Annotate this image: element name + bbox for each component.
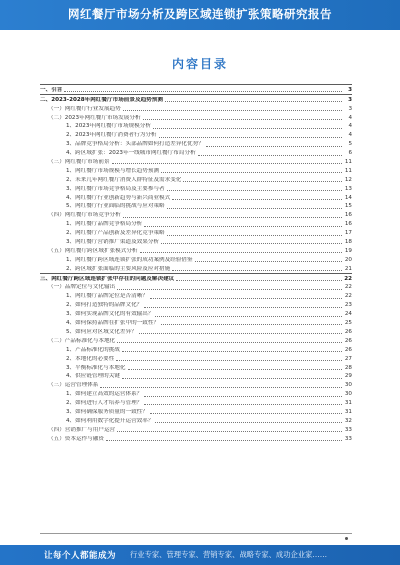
toc-dot-leader <box>128 369 343 370</box>
toc-dot-leader <box>161 172 342 173</box>
toc-dot-leader <box>100 387 342 388</box>
toc-dot-leader <box>183 181 342 182</box>
toc-entry-title: 1、网红餐厅品牌竞争格局分析 <box>66 221 143 228</box>
toc-entry[interactable] <box>40 237 352 246</box>
page-marker-dot <box>345 537 348 540</box>
toc-entry-title: （三）网红餐厅市场前景 <box>48 159 110 166</box>
toc-entry-title: 三、网红餐厅跨区域连锁扩张中存在的问题及解决建议 <box>40 275 175 282</box>
toc-entry-page: 3 <box>348 105 352 112</box>
toc-entry-page: 5 <box>348 141 352 148</box>
toc-entry-page: 4 <box>348 114 352 121</box>
toc-entry-page: 14 <box>344 194 352 201</box>
toc-entry[interactable] <box>40 148 352 157</box>
toc-dot-leader <box>116 360 342 361</box>
toc-entry-page: 30 <box>344 391 352 398</box>
toc-entry-page: 11 <box>344 159 352 166</box>
toc-entry-page: 18 <box>344 239 352 246</box>
toc-entry-title: 1、2023年网红餐厅市场规模分析 <box>66 123 151 130</box>
toc-entry-title: （三）运营管理体系 <box>48 382 99 389</box>
toc-entry-title: 5、网红餐厅行业面临的挑战与应对策略 <box>66 203 165 210</box>
toc-dot-leader <box>112 163 342 164</box>
toc-dot-leader <box>117 289 342 290</box>
toc-entry[interactable] <box>40 193 352 202</box>
toc-dot-leader <box>153 128 342 129</box>
toc-dot-leader <box>122 378 342 379</box>
toc-dot-leader <box>122 351 342 352</box>
toc-dot-leader <box>159 137 342 138</box>
toc-entry-page: 17 <box>344 230 352 237</box>
toc-entry-title: 2、2023年网红餐厅消费者行为分析 <box>66 132 157 139</box>
toc-dot-leader <box>161 324 342 325</box>
report-header-bar <box>0 0 400 30</box>
toc-entry-page: 4 <box>348 123 352 130</box>
toc-entry[interactable] <box>40 202 352 211</box>
toc-dot-leader <box>165 101 342 102</box>
report-title: 网红餐厅市场分析及跨区域连锁扩张策略研究报告 <box>68 7 332 21</box>
toc-entry-title: 5、如何应对区域文化差异？ <box>66 328 137 335</box>
toc-entry-page: 23 <box>344 302 352 309</box>
toc-dot-leader <box>198 155 342 156</box>
toc-dot-leader <box>144 396 342 397</box>
toc-dot-leader <box>150 413 342 414</box>
toc-entry-page: 31 <box>344 408 352 415</box>
toc-entry[interactable] <box>40 389 352 398</box>
toc-entry-page: 6 <box>348 150 352 157</box>
toc-entry-page: 22 <box>344 284 352 291</box>
toc-entry-title: 1、产品标准化的挑战 <box>66 346 120 353</box>
toc-entry-page: 11 <box>344 167 352 174</box>
toc-dot-leader <box>167 208 342 209</box>
toc-entry-page: 24 <box>344 311 352 318</box>
toc-entry[interactable] <box>40 184 352 193</box>
toc-dot-leader <box>150 298 342 299</box>
toc-entry-page: 29 <box>344 373 352 380</box>
toc-entry-title: 4、如何利用数字化提升运营效率？ <box>66 417 154 424</box>
toc-entry-title: 1、网红餐厅品牌定位是否清晰？ <box>66 293 148 300</box>
toc-entry-page: 27 <box>344 355 352 362</box>
toc-entry-page: 26 <box>344 337 352 344</box>
toc-dot-leader <box>144 226 342 227</box>
footer-divider <box>40 533 352 534</box>
toc-entry-page: 12 <box>344 176 352 183</box>
toc-dot-leader <box>139 333 342 334</box>
toc-entry[interactable] <box>40 130 352 139</box>
toc-entry[interactable] <box>40 372 352 381</box>
toc-dot-leader <box>167 190 342 191</box>
toc-entry[interactable] <box>40 246 352 255</box>
toc-entry[interactable] <box>40 104 352 113</box>
toc-entry[interactable] <box>40 354 352 363</box>
toc-entry-title: 2、跨区域扩张面临的主要风险及应对措施 <box>66 265 171 272</box>
toc-entry-title: （五）资本运作与融资 <box>48 435 104 442</box>
toc-dot-leader <box>117 342 342 343</box>
footer-tagline: 行业专家、管理专家、营销专家、战略专家、成功企业家…… <box>130 550 328 559</box>
toc-entry-title: （一）网红餐厅行业发展趋势 <box>48 105 121 112</box>
toc-dot-leader <box>161 243 342 244</box>
toc-entry-page: 15 <box>344 203 352 210</box>
toc-entry[interactable] <box>40 273 352 283</box>
toc-entry-title: 1、如何建立高效的运营体系？ <box>66 391 143 398</box>
toc-entry-title: 4、跨区域扩张：2023年一线城市网红餐厅布局分析 <box>66 150 196 157</box>
toc-entry-title: 3、如何确保服务质量的一致性？ <box>66 408 148 415</box>
toc-dot-leader <box>140 252 342 253</box>
toc-entry[interactable] <box>40 425 352 434</box>
toc-entry-title: 3、平衡标准化与本地化 <box>66 364 126 371</box>
toc-dot-leader <box>144 307 342 308</box>
toc-dot-leader <box>172 270 342 271</box>
toc-entry[interactable] <box>40 228 352 237</box>
toc-entry[interactable] <box>40 363 352 372</box>
toc-entry[interactable] <box>40 398 352 407</box>
toc-entry-title: 2、本地化的必要性 <box>66 355 115 362</box>
toc-entry-page: 26 <box>344 328 352 335</box>
toc-entry-title: 1、网红餐厅跨区域连锁扩张的成功案例及经验借鉴 <box>66 256 193 263</box>
toc-entry-title: 3、网红餐厅市场竞争格局及主要参与者 <box>66 185 165 192</box>
toc-entry-title: （四）网红餐厅市场竞争分析 <box>48 212 121 219</box>
toc-entry-page: 33 <box>344 435 352 442</box>
toc-entry-title: 2、未来几年网红餐厅消费人群特征及需求变化 <box>66 176 182 183</box>
toc-dot-leader <box>64 91 342 92</box>
toc-dot-leader <box>144 404 342 405</box>
toc-entry[interactable] <box>40 94 352 104</box>
toc-entry[interactable] <box>40 219 352 228</box>
toc-entry-title: 1、网红餐厅市场规模与增长趋势预测 <box>66 167 160 174</box>
toc-entry-page: 22 <box>344 293 352 300</box>
toc-entry-page: 13 <box>344 185 352 192</box>
toc-entry[interactable] <box>40 166 352 175</box>
toc-entry-page: 25 <box>344 320 352 327</box>
toc-entry-title: 3、如何实现品牌文化的有效输出？ <box>66 311 154 318</box>
toc-dot-leader <box>155 316 342 317</box>
toc-entry-page: 20 <box>344 256 352 263</box>
toc-entry[interactable] <box>40 336 352 345</box>
toc-dot-leader <box>195 261 342 262</box>
toc-entry[interactable] <box>40 283 352 292</box>
toc-entry-title: 4、网红餐厅行业创新趋势与新兴商业模式 <box>66 194 171 201</box>
toc-dot-leader <box>155 422 342 423</box>
toc-dot-leader <box>143 119 342 120</box>
toc-entry[interactable] <box>40 84 352 94</box>
toc-dot-leader <box>167 235 342 236</box>
toc-entry-title: （四）营销推广与用户运营 <box>48 426 116 433</box>
toc-entry-page: 21 <box>344 265 352 272</box>
toc-dot-leader <box>206 146 342 147</box>
toc-entry[interactable] <box>40 122 352 131</box>
toc-entry-title: 2、网红餐厅产品创新及差异化竞争策略 <box>66 230 165 237</box>
toc-entry-page: 31 <box>344 400 352 407</box>
toc-entry-title: 2、如何进行人才培养与管理？ <box>66 400 143 407</box>
toc-entry-page: 16 <box>344 221 352 228</box>
toc-entry[interactable] <box>40 291 352 300</box>
toc-entry-title: （一）品牌定位与文化输出 <box>48 284 116 291</box>
toc-entry[interactable] <box>40 139 352 148</box>
toc-entry[interactable] <box>40 300 352 309</box>
toc-dot-leader <box>123 217 342 218</box>
toc-entry-page: 3 <box>348 96 352 103</box>
toc-entry[interactable] <box>40 113 352 122</box>
toc-entry-title: 4、如何保持品牌在扩张中的一致性？ <box>66 320 160 327</box>
toc-entry[interactable] <box>40 157 352 166</box>
toc-entry-page: 32 <box>344 417 352 424</box>
toc-entry-title: 4、供应链管理的关键 <box>66 373 120 380</box>
toc-entry-title: 二、2023-2028年网红餐厅市场前景及趋势预测 <box>40 96 163 103</box>
toc-dot-leader <box>106 440 342 441</box>
toc-entry-page: 26 <box>344 346 352 353</box>
toc-heading: 内容目录 <box>171 57 228 71</box>
footer-slogan: 让每个人都能成为 <box>44 551 117 561</box>
toc-entry-page: 30 <box>344 382 352 389</box>
toc-entry-page: 16 <box>344 212 352 219</box>
toc-entry[interactable] <box>40 407 352 416</box>
toc-entry[interactable] <box>40 380 352 389</box>
toc-entry-title: 3、网红餐厅营销推广渠道及效果分析 <box>66 239 160 246</box>
toc-entry-page: 33 <box>344 426 352 433</box>
toc-entry[interactable] <box>40 255 352 264</box>
toc-entry[interactable] <box>40 345 352 354</box>
toc-entry-page: 3 <box>348 86 352 93</box>
toc-entry[interactable] <box>40 264 352 273</box>
toc-entry[interactable] <box>40 416 352 425</box>
toc-entry-title: 一、引言 <box>40 86 63 93</box>
toc-entry-title: （二）2023年网红餐厅市场发展分析 <box>48 114 141 121</box>
footer-bar <box>0 545 400 565</box>
toc-dot-leader <box>172 199 342 200</box>
toc-entry-title: 3、品牌竞争格局分析：头部品牌如何打造差异化优势？ <box>66 141 204 148</box>
toc-entry[interactable] <box>40 210 352 219</box>
toc-dot-leader <box>176 280 342 281</box>
toc-entry[interactable] <box>40 318 352 327</box>
toc-dot-leader <box>123 110 342 111</box>
toc-entry[interactable] <box>40 309 352 318</box>
toc-entry-title: （二）产品标准化与本地化 <box>48 337 116 344</box>
toc-entry-title: （五）网红餐厅跨区域扩张模式分析 <box>48 247 138 254</box>
toc-entry-page: 28 <box>344 364 352 371</box>
toc-entry[interactable] <box>40 327 352 336</box>
toc-entry-title: 2、如何打造独特的品牌文化？ <box>66 302 143 309</box>
toc-entry-page: 4 <box>348 132 352 139</box>
toc-entry-page: 19 <box>344 247 352 254</box>
toc-entry[interactable] <box>40 175 352 184</box>
table-of-contents <box>40 84 352 443</box>
toc-entry[interactable] <box>40 434 352 443</box>
toc-entry-page: 22 <box>344 275 352 282</box>
toc-dot-leader <box>117 431 342 432</box>
